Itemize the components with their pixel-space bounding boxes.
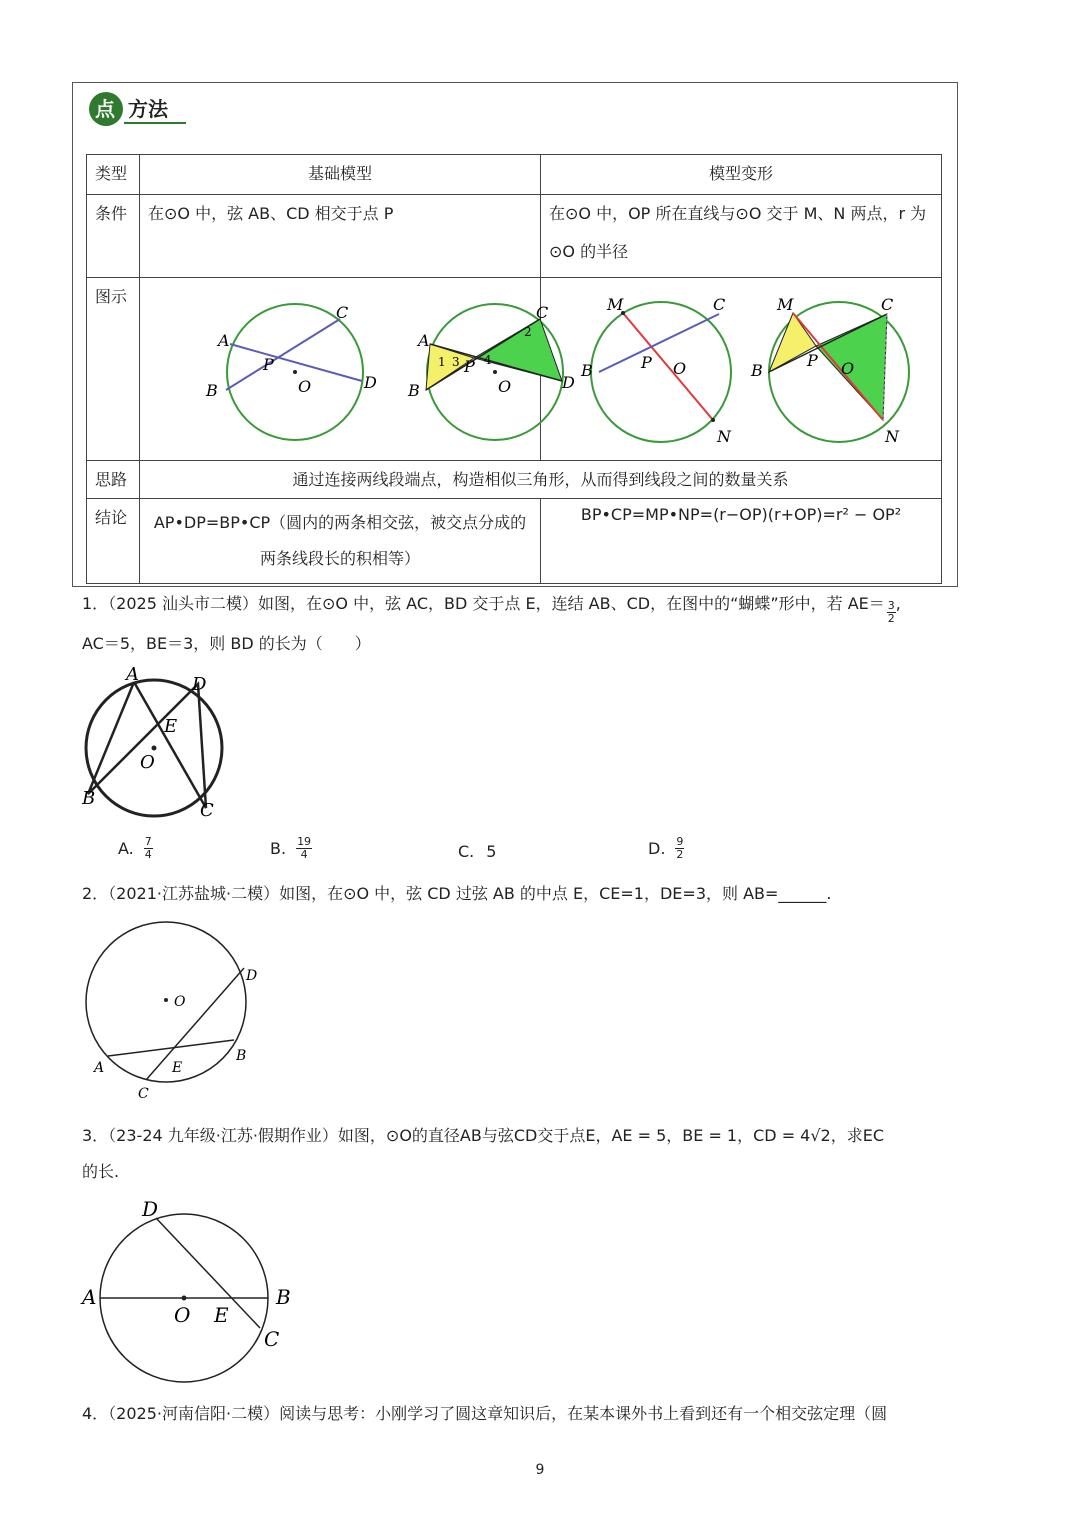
page-number: 9 [535,1462,545,1478]
q4-text: 4．（2025·河南信阳·二模）阅读与思考：小刚学习了圆这章知识后，在某本课外书上看到还有一个相交弦定理（圆 [82,1404,888,1423]
svg-text:A: A [82,1285,97,1309]
condition-variant: 在⊙O 中，OP 所在直线与⊙O 交于 M、N 两点，r 为⊙O 的半径 [541,195,942,278]
svg-text:N: N [885,427,899,446]
svg-text:E: E [214,1303,229,1327]
svg-text:C: C [713,295,726,314]
label-condition: 条件 [87,195,140,278]
svg-text:P: P [464,357,475,376]
q2-figure [82,918,262,1104]
q1-line2: AC＝5，BE＝3，则 BD 的长为（ ） [82,634,371,653]
svg-text:C: C [138,1086,149,1102]
svg-text:C: C [881,295,894,314]
svg-text:B: B [751,361,763,380]
figure-variant [541,278,942,461]
label-b: B [206,381,218,400]
chord-bc-v [599,314,719,372]
q1-option-c[interactable]: C. 5 [458,842,497,861]
label-conclusion: 结论 [87,499,140,584]
svg-text:B: B [408,381,420,400]
svg-text:M: M [777,295,794,314]
label-figure: 图示 [87,278,140,461]
svg-text:E: E [172,1060,183,1076]
label-o: O [298,377,312,396]
conclusion-variant: BP•CP=MP•NP=(r−OP)(r+OP)=r² − OP² [541,499,942,584]
header-basic: 基础模型 [140,155,541,195]
svg-text:A: A [418,331,430,350]
idea-text: 通过连接两线段端点，构造相似三角形，从而得到线段之间的数量关系 [140,461,942,499]
condition-basic: 在⊙O 中，弦 AB、CD 相交于点 P [140,195,541,278]
svg-text:P: P [807,351,818,370]
svg-text:D: D [192,674,207,695]
svg-text:C: C [200,800,214,821]
svg-text:O: O [841,359,855,378]
q3-line2: 的长. [82,1162,120,1181]
svg-text:M: M [607,295,624,314]
svg-text:D: D [142,1197,159,1221]
svg-text:3: 3 [452,355,460,369]
q1-option-b[interactable]: B. $\frac{19}{4}$ [270,835,312,861]
svg-text:A: A [94,1060,105,1076]
label-p: P [263,355,274,374]
svg-text:O: O [174,1303,191,1327]
svg-text:B: B [276,1285,291,1309]
figure-basic [140,278,575,461]
svg-text:O: O [140,752,155,773]
label-c: C [336,303,349,322]
q3-figure [78,1196,308,1386]
svg-text:B: B [581,361,593,380]
svg-text:O: O [174,994,186,1010]
q2-text: 2．（2021·江苏盐城·二模）如图，在⊙O 中，弦 CD 过弦 AB 的中点 E，CE=1，DE=3，则 AB=______. [82,884,832,903]
model-table [86,154,942,584]
svg-text:C: C [536,303,549,322]
svg-text:C: C [264,1327,280,1351]
svg-text:O: O [498,377,512,396]
header-variant: 模型变形 [541,155,942,195]
svg-text:O: O [673,359,687,378]
center-o [293,370,297,374]
svg-text:2: 2 [524,325,532,339]
svg-text:B: B [82,788,96,809]
line-mn [623,313,713,420]
badge-title: 方法 [128,97,168,121]
header-type: 类型 [87,155,140,195]
svg-text:P: P [641,353,652,372]
method-badge [88,90,188,128]
conclusion-basic: AP•DP=BP•CP（圆内的两条相交弦，被交点分成的两条线段长的积相等） [140,499,541,584]
svg-text:A: A [126,664,139,685]
svg-text:E: E [164,716,178,737]
q3-line1: 3．（23-24 九年级·江苏·假期作业）如图，⊙O的直径AB与弦CD交于点E，AE = 5，BE = 1，CD = 4√2，求EC [82,1126,885,1145]
chord-bc [226,319,340,390]
label-d: D [364,373,377,392]
svg-text:D: D [562,373,575,392]
q1-option-d[interactable]: D. $\frac{9}{2}$ [648,835,684,861]
svg-text:N: N [717,427,731,446]
label-a: A [218,331,230,350]
q1-figure [80,664,230,822]
q1-option-a[interactable]: A. $\frac{7}{4}$ [118,835,152,861]
badge-char: 点 [95,97,115,121]
svg-text:B: B [236,1048,247,1064]
svg-text:1: 1 [438,355,446,369]
label-idea: 思路 [87,461,140,499]
q1-line1: 1．（2025 汕头市二模）如图，在⊙O 中，弦 AC，BD 交于点 E，连结 AB、CD，在图中的“蝴蝶”形中，若 AE＝ $\frac{3}{2}$ , [82,594,901,625]
svg-text:4: 4 [484,353,492,367]
svg-text:D: D [246,968,258,984]
